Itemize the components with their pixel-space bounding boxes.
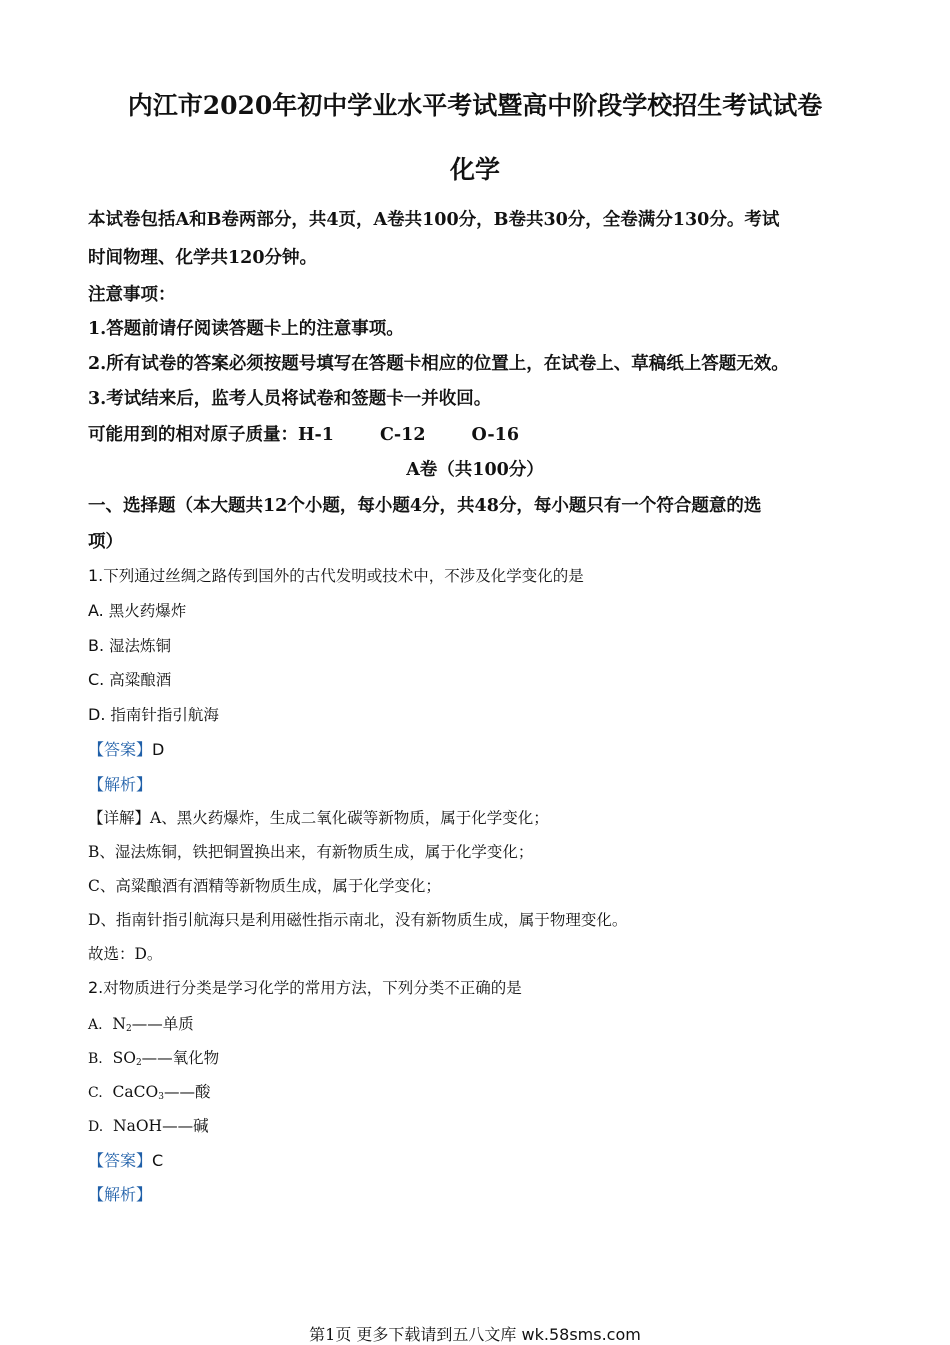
q1-option-d (88, 703, 219, 725)
notice-3: 3.考试结来后，监考人员将试卷和签题卡一并收回。 (88, 389, 492, 409)
q2-analysis-tag: 【解析】 (88, 1185, 153, 1204)
q2-option-a-letter: A. (88, 1017, 103, 1033)
footer-more: 更多下载请到五八文库 (356, 1325, 517, 1344)
q2-option-b-letter: B. (88, 1051, 103, 1067)
section-a-title: A卷（共100分） (406, 460, 544, 480)
q2-option-a (88, 1012, 194, 1034)
q2-option-c-subscript: 3 (158, 1092, 164, 1102)
q1-option-a (88, 599, 186, 621)
notice-1: 1.答题前请仔阅读答题卡上的注意事项。 (88, 319, 404, 339)
subject-title: 化学 (449, 155, 500, 184)
q1-stem-line (88, 564, 584, 586)
page-footer (0, 1322, 950, 1345)
q1-option-b (88, 634, 171, 656)
q1-option-a-text: 黑火药爆炸 (108, 602, 187, 620)
q1-option-c-letter: C. (88, 670, 105, 689)
q2-option-c-text: ——酸 (163, 1083, 211, 1101)
q1-number: 1. (88, 566, 104, 585)
atomic-mass-line (88, 421, 519, 446)
page-number: 第1页 (309, 1325, 352, 1344)
intro-line-2: 时间物理、化学共120分钟。 (88, 248, 318, 268)
q1-conclusion: 故选：D。 (88, 945, 163, 963)
q2-option-d-letter: D. (88, 1119, 104, 1135)
atomic-o: O-16 (471, 425, 520, 445)
q2-stem: 对物质进行分类是学习化学的常用方法，下列分类不正确的是 (103, 979, 522, 997)
q1-detail-2: B、湿法炼铜，铁把铜置换出来，有新物质生成，属于化学变化； (88, 843, 534, 861)
part1-heading-line-1: 一、选择题（本大题共12个小题，每小题4分，共48分，每小题只有一个符合题意的选 (88, 496, 762, 516)
q2-option-b-formula: SO (112, 1049, 136, 1067)
q2-option-d-text: ——碱 (162, 1117, 209, 1135)
q2-answer-tag: 【答案】 (88, 1151, 153, 1170)
q2-option-c-letter: C. (88, 1085, 103, 1101)
notice-2: 2.所有试卷的答案必须按题号填写在答题卡相应的位置上，在试卷上、草稿纸上答题无效。 (88, 354, 789, 374)
q2-option-c-formula: CaCO (112, 1083, 159, 1101)
q2-stem-line (88, 976, 522, 998)
q1-detail-4: D、指南针指引航海只是利用磁性指示南北，没有新物质生成，属于物理变化。 (88, 911, 628, 929)
q2-option-a-formula: N (112, 1015, 126, 1033)
q2-option-b (88, 1046, 219, 1068)
q1-option-c (88, 668, 171, 690)
q2-option-b-subscript: 2 (135, 1058, 142, 1068)
part1-heading-line-2: 项） (88, 532, 123, 552)
q2-answer-value: C (152, 1151, 164, 1170)
q1-analysis-tag: 【解析】 (88, 775, 153, 794)
q2-answer (88, 1148, 163, 1171)
atomic-mass-label: 可能用到的相对原子质量： (88, 425, 298, 445)
q2-option-d (88, 1114, 209, 1136)
q2-option-d-formula: NaOH (113, 1117, 163, 1135)
q1-detail-1-text: A、黑火药爆炸，生成二氧化碳等新物质，属于化学变化； (150, 809, 549, 827)
q1-detail-3: C、高粱酿酒有酒精等新物质生成，属于化学变化； (88, 877, 441, 895)
q1-option-b-letter: B. (88, 636, 105, 655)
q2-number: 2. (88, 978, 104, 997)
q1-answer (88, 737, 164, 760)
q1-stem: 下列通过丝绸之路传到国外的古代发明或技术中，不涉及化学变化的是 (103, 567, 584, 585)
footer-site-link[interactable]: wk.58sms.com (521, 1325, 641, 1344)
q1-answer-value: D (152, 740, 165, 759)
intro-line-1: 本试卷包括A和B卷两部分，共4页，A卷共100分，B卷共30分，全卷满分130分。考试 (88, 210, 780, 230)
q2-option-a-subscript: 2 (125, 1024, 132, 1034)
atomic-c: C-12 (379, 425, 426, 445)
q1-option-a-letter: A. (88, 601, 104, 620)
q1-option-c-text: 高粱酿酒 (109, 671, 172, 689)
q1-option-d-text: 指南针指引航海 (110, 706, 219, 724)
atomic-h: H-1 (298, 425, 334, 445)
exam-title: 内江市2020年初中学业水平考试暨高中阶段学校招生考试试卷 (127, 91, 823, 120)
q1-option-b-text: 湿法炼铜 (109, 637, 172, 655)
q1-detail-1 (88, 806, 549, 828)
q1-option-d-letter: D. (88, 705, 106, 724)
q2-option-b-text: ——氧化物 (141, 1049, 220, 1067)
q1-answer-tag: 【答案】 (88, 740, 153, 759)
q2-option-a-text: ——单质 (131, 1015, 194, 1033)
notice-heading: 注意事项： (88, 285, 176, 305)
q2-option-c (88, 1080, 210, 1102)
q1-detail-tag: 【详解】 (88, 809, 151, 827)
